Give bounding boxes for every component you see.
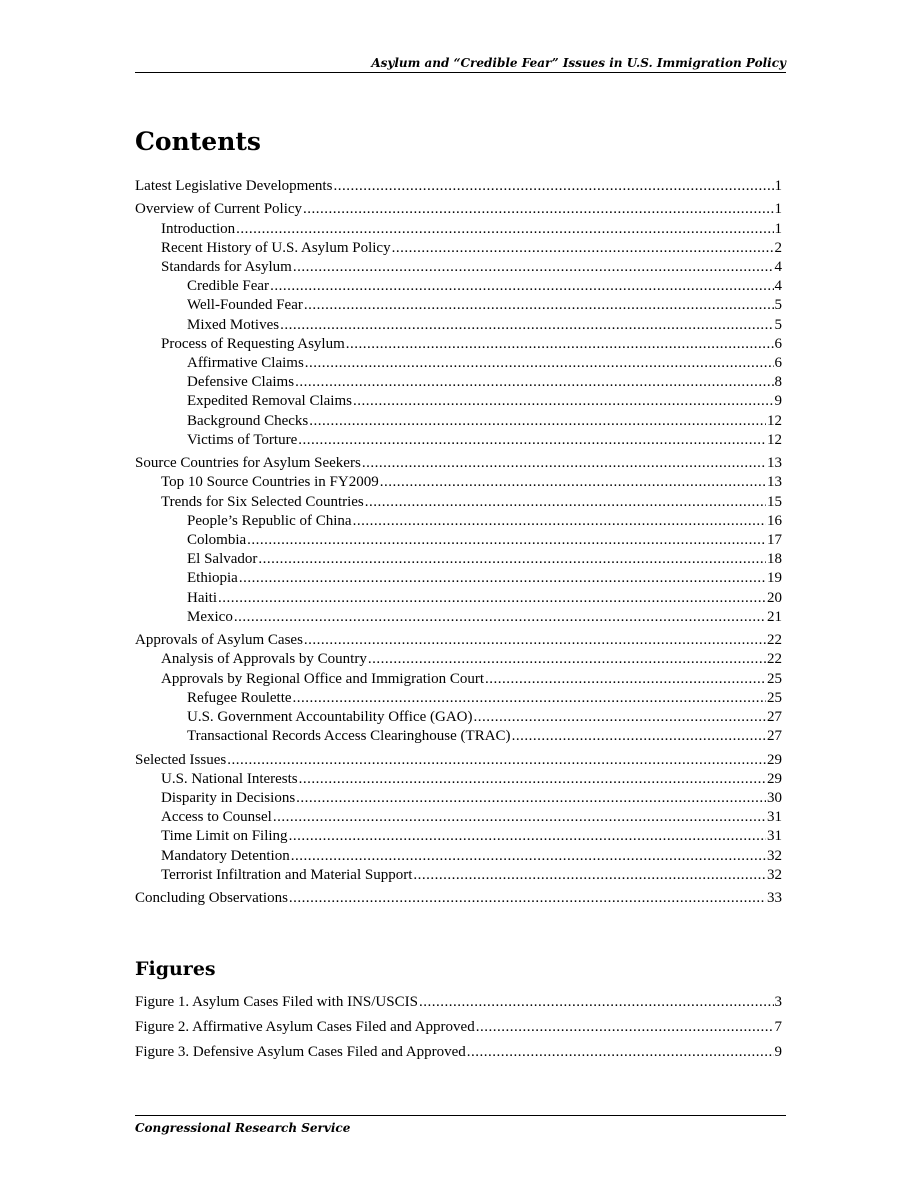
toc-entry-title: Figure 1. Asylum Cases Filed with INS/USCIS <box>135 994 418 1010</box>
toc-entry-page: 20 <box>767 589 782 606</box>
toc-dot-leader <box>298 431 766 450</box>
toc-dot-leader <box>333 177 773 196</box>
toc-entry[interactable] <box>161 789 782 808</box>
toc-entry-page: 13 <box>767 474 782 491</box>
toc-dot-leader <box>305 354 774 373</box>
toc-entry[interactable] <box>161 670 782 689</box>
toc-entry-page: 5 <box>774 297 782 314</box>
toc-entry-title: Colombia <box>187 532 247 548</box>
toc-dot-leader <box>380 473 766 492</box>
toc-entry[interactable] <box>161 827 782 846</box>
toc-entry-title: Refugee Roulette <box>187 689 292 706</box>
toc-entry[interactable] <box>187 392 782 411</box>
toc-dot-leader <box>419 993 774 1012</box>
toc-entry-page: 31 <box>767 809 782 826</box>
toc-dot-leader <box>258 550 766 569</box>
toc-entry-title: Ethiopia <box>187 570 238 587</box>
toc-entry-page: 29 <box>767 751 782 768</box>
toc-entry-page: 1 <box>774 220 782 237</box>
toc-entry-page: 1 <box>774 201 782 218</box>
toc-dot-leader <box>299 770 766 789</box>
toc-entry-title: Credible Fear <box>187 278 270 295</box>
toc-entry[interactable] <box>187 608 782 627</box>
toc-entry[interactable] <box>135 631 782 650</box>
toc-entry[interactable] <box>187 727 782 746</box>
toc-entry-title: Mexico <box>187 608 233 625</box>
toc-entry[interactable] <box>161 493 782 512</box>
toc-entry-page: 13 <box>767 455 782 472</box>
toc-dot-leader <box>273 808 766 827</box>
toc-entry-page: 8 <box>774 374 782 391</box>
toc-entry[interactable] <box>135 751 782 770</box>
toc-entry-title: Analysis of Approvals by Country <box>161 651 367 668</box>
toc-entry-title: El Salvador <box>187 551 258 568</box>
toc-entry[interactable] <box>161 335 782 354</box>
toc-entry[interactable] <box>161 866 782 885</box>
toc-entry[interactable] <box>187 373 782 392</box>
toc-entry-title: Defensive Claims <box>187 374 295 391</box>
toc-dot-leader <box>467 1043 774 1062</box>
toc-dot-leader <box>353 392 774 411</box>
toc-entry-title: Transactional Records Access Clearinghouse (TRAC) <box>187 728 511 745</box>
toc-entry[interactable] <box>187 296 782 315</box>
toc-dot-leader <box>365 493 766 512</box>
toc-entry-title: Background Checks <box>187 412 309 429</box>
toc-entry-title: Time Limit on Filing <box>161 828 288 845</box>
toc-entry-page: 22 <box>767 632 782 649</box>
toc-dot-leader <box>296 789 766 808</box>
running-header: Asylum and “Credible Fear” Issues in U.S. Immigration Policy <box>371 56 786 70</box>
toc-entry[interactable] <box>187 689 782 708</box>
toc-dot-leader <box>353 512 766 531</box>
toc-entry-title: Recent History of U.S. Asylum Policy <box>161 239 391 256</box>
toc-entry-title: U.S. Government Accountability Office (GAO) <box>187 709 473 725</box>
toc-dot-leader <box>247 531 766 550</box>
figures-heading: Figures <box>135 958 216 980</box>
toc-dot-leader <box>346 335 774 354</box>
toc-entry-page: 21 <box>767 608 782 625</box>
toc-entry-title: Victims of Torture <box>187 431 298 448</box>
toc-entry-title: Expedited Removal Claims <box>187 393 352 410</box>
toc-entry-title: Approvals of Asylum Cases <box>135 632 303 649</box>
toc-entry-page: 17 <box>767 532 782 548</box>
toc-entry[interactable] <box>161 847 782 866</box>
toc-entry-page: 6 <box>774 355 782 371</box>
toc-entry-page: 30 <box>767 790 782 806</box>
contents-heading: Contents <box>135 127 262 156</box>
toc-entry-page: 25 <box>767 670 782 687</box>
toc-entry-page: 12 <box>767 431 782 448</box>
toc-entry-title: Mixed Motives <box>187 316 280 333</box>
toc-entry-page: 33 <box>767 890 782 907</box>
toc-entry-title: Top 10 Source Countries in FY2009 <box>161 474 379 491</box>
toc-entry-title: Selected Issues <box>135 751 227 768</box>
toc-dot-leader <box>485 670 766 689</box>
toc-dot-leader <box>303 200 773 219</box>
toc-entry[interactable] <box>187 708 782 727</box>
toc-entry-title: Latest Legislative Developments <box>135 178 333 194</box>
toc-entry-title: Figure 2. Affirmative Asylum Cases Filed and Approved <box>135 1019 475 1036</box>
running-footer: Congressional Research Service <box>135 1121 351 1135</box>
toc-entry[interactable] <box>187 412 782 431</box>
toc-entry-page: 22 <box>767 651 782 668</box>
toc-entry-page: 18 <box>767 551 782 568</box>
toc-dot-leader <box>227 751 766 770</box>
toc-entry-title: Terrorist Infiltration and Material Support <box>161 866 413 883</box>
toc-dot-leader <box>270 277 773 296</box>
toc-dot-leader <box>512 727 766 746</box>
toc-dot-leader <box>289 889 766 908</box>
toc-entry[interactable] <box>187 354 782 373</box>
toc-entry-page: 29 <box>767 770 782 787</box>
toc-entry-page: 27 <box>767 709 782 725</box>
toc-entry-page: 31 <box>767 828 782 845</box>
toc-dot-leader <box>304 296 774 315</box>
toc-entry-title: People’s Republic of China <box>187 512 352 529</box>
toc-dot-leader <box>234 608 766 627</box>
toc-entry[interactable] <box>161 473 782 492</box>
toc-entry-page: 16 <box>767 512 782 529</box>
toc-entry[interactable] <box>187 550 782 569</box>
toc-dot-leader <box>309 412 766 431</box>
toc-dot-leader <box>291 847 766 866</box>
toc-entry[interactable] <box>187 531 782 550</box>
toc-entry-page: 27 <box>767 728 782 745</box>
toc-entry[interactable] <box>187 569 782 588</box>
toc-entry[interactable] <box>135 1043 782 1062</box>
toc-entry[interactable] <box>161 220 782 239</box>
toc-entry-page: 7 <box>774 1019 782 1036</box>
toc-entry-page: 9 <box>774 393 782 410</box>
toc-dot-leader <box>362 454 766 473</box>
toc-entry[interactable] <box>135 889 782 908</box>
toc-entry[interactable] <box>161 258 782 277</box>
toc-entry-page: 4 <box>774 278 782 295</box>
toc-entry[interactable] <box>135 454 782 473</box>
toc-entry[interactable] <box>161 239 782 258</box>
toc-entry[interactable] <box>187 431 782 450</box>
toc-entry[interactable] <box>135 177 782 196</box>
toc-dot-leader <box>289 827 766 846</box>
toc-entry-title: Figure 3. Defensive Asylum Cases Filed and Approved <box>135 1044 466 1061</box>
footer-rule <box>135 1115 786 1116</box>
toc-dot-leader <box>474 708 767 727</box>
header-rule <box>135 72 786 73</box>
toc-entry-title: Affirmative Claims <box>187 355 304 371</box>
toc-entry-page: 3 <box>774 994 782 1010</box>
toc-dot-leader <box>413 866 766 885</box>
toc-entry[interactable] <box>161 770 782 789</box>
toc-entry-title: Introduction <box>161 220 236 237</box>
toc-entry[interactable] <box>135 200 782 219</box>
toc-entry[interactable] <box>187 277 782 296</box>
toc-dot-leader <box>304 631 766 650</box>
toc-entry-title: Haiti <box>187 589 217 606</box>
toc-dot-leader <box>218 589 766 608</box>
toc-entry-page: 1 <box>774 178 782 194</box>
toc-entry-title: Disparity in Decisions <box>161 790 296 806</box>
toc-entry[interactable] <box>161 808 782 827</box>
toc-entry-page: 12 <box>767 412 782 429</box>
toc-entry[interactable] <box>135 993 782 1012</box>
toc-entry-page: 5 <box>774 316 782 333</box>
toc-dot-leader <box>368 650 766 669</box>
toc-entry-title: Access to Counsel <box>161 809 272 826</box>
toc-entry-title: Standards for Asylum <box>161 259 292 275</box>
toc-entry-title: U.S. National Interests <box>161 770 298 787</box>
toc-entry-page: 4 <box>774 259 782 275</box>
toc-dot-leader <box>239 569 766 588</box>
toc-dot-leader <box>295 373 773 392</box>
toc-entry-title: Trends for Six Selected Countries <box>161 493 364 510</box>
toc-dot-leader <box>236 220 773 239</box>
toc-entry-page: 25 <box>767 689 782 706</box>
toc-entry[interactable] <box>187 316 782 335</box>
toc-entry-page: 19 <box>767 570 782 587</box>
toc-entry-page: 32 <box>767 847 782 864</box>
toc-dot-leader <box>280 316 773 335</box>
toc-entry[interactable] <box>161 650 782 669</box>
toc-entry-title: Mandatory Detention <box>161 847 290 864</box>
toc-entry-page: 32 <box>767 866 782 883</box>
toc-entry[interactable] <box>187 589 782 608</box>
toc-entry-title: Overview of Current Policy <box>135 201 303 218</box>
toc-entry-title: Process of Requesting Asylum <box>161 335 345 352</box>
toc-entry-page: 15 <box>767 493 782 510</box>
toc-dot-leader <box>293 258 774 277</box>
toc-dot-leader <box>293 689 766 708</box>
toc-entry-title: Concluding Observations <box>135 890 288 907</box>
toc-entry-title: Approvals by Regional Office and Immigration Court <box>161 670 484 687</box>
toc-entry-title: Source Countries for Asylum Seekers <box>135 455 361 472</box>
toc-dot-leader <box>392 239 774 258</box>
toc-entry-page: 2 <box>774 239 782 256</box>
toc-dot-leader <box>476 1018 774 1037</box>
toc-entry[interactable] <box>135 1018 782 1037</box>
toc-entry-title: Well-Founded Fear <box>187 297 303 314</box>
toc-entry-page: 9 <box>774 1044 782 1061</box>
toc-entry[interactable] <box>187 512 782 531</box>
toc-entry-page: 6 <box>774 335 782 352</box>
